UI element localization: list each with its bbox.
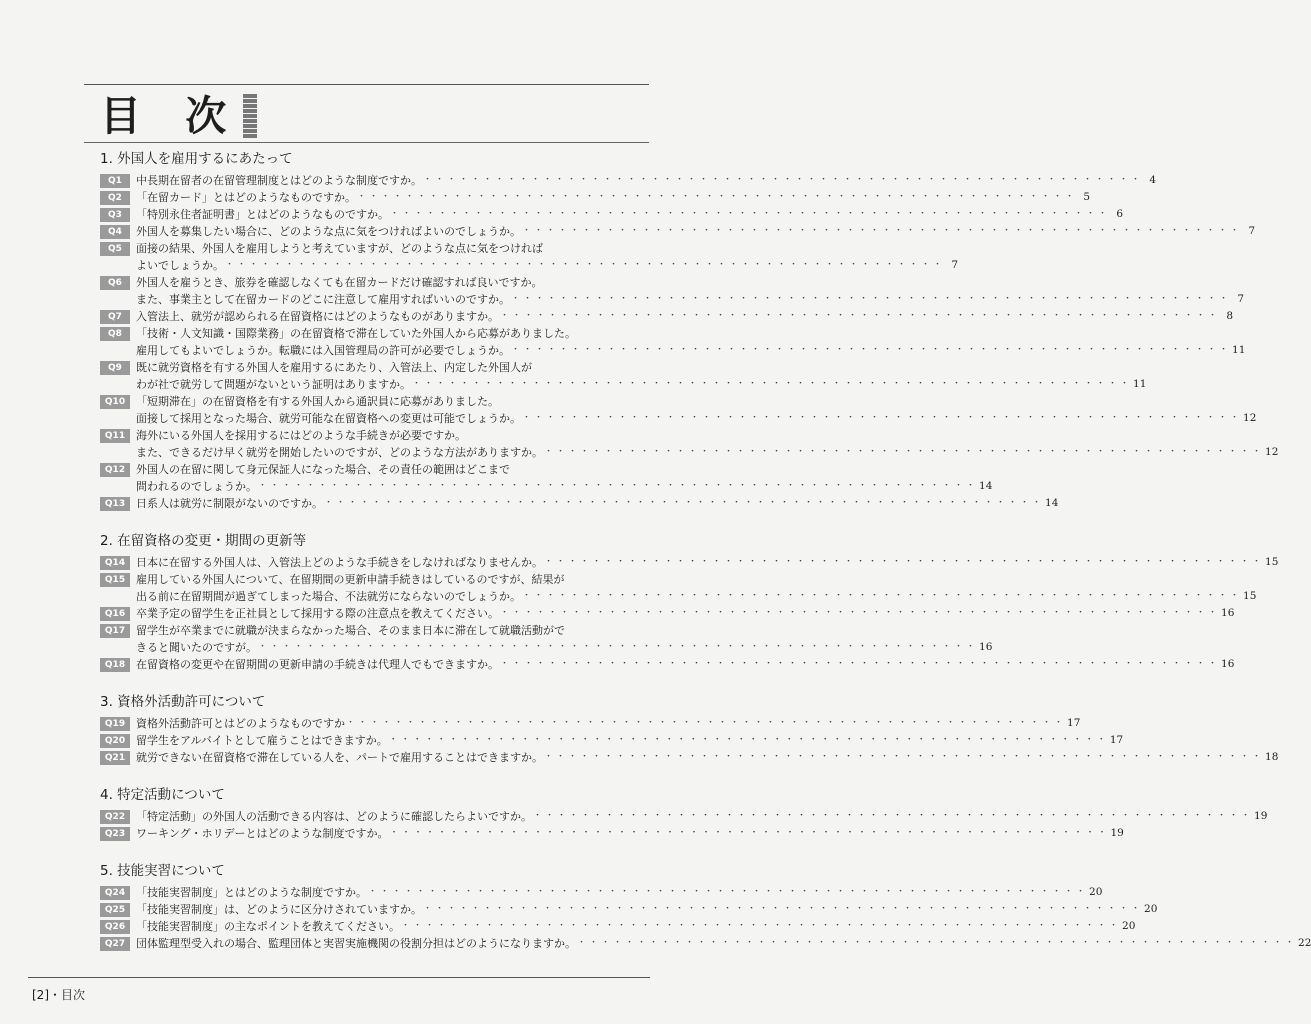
question-number-badge: Q7 [100,310,130,324]
toc-entry[interactable] [100,240,959,274]
toc-section [100,862,1311,952]
section-title: 5. 技能実習について [100,863,225,879]
leader-dots: ・・・・・・・・・・・・・・・・・・・・・・・・・・・・・・・・・・・・・・・・・・・・・・・・・・・・・・・・・・・・ [544,447,1265,457]
leader-dots: ・・・・・・・・・・・・・・・・・・・・・・・・・・・・・・・・・・・・・・・・・・・・・・・・・・・・・・・・・・・・ [511,294,1232,304]
question-text: 留学生が卒業までに就職が決まらなかった場合、そのまま日本に滞在して就職活動がで [136,624,565,637]
section-title: 2. 在留資格の変更・期間の更新等 [100,533,307,549]
question-text: 面接して採用となった場合、就労可能な在留資格への変更は可能でしょうか。 [136,412,521,425]
question-text: 「技能実習制度」とはどのような制度ですか。 [136,886,367,899]
toc-entry[interactable] [100,427,1279,461]
toc-entry[interactable] [100,308,1234,325]
title-rule [84,142,649,143]
page-footer: [2]・目次 [32,988,85,1002]
leader-dots: ・・・・・・・・・・・・・・・・・・・・・・・・・・・・・・・・・・・・・・・・・・・・・・・・・・・・・・・・・・・・ [324,498,1045,508]
toc-entry[interactable] [100,189,1091,206]
leader-dots: ・・・・・・・・・・・・・・・・・・・・・・・・・・・・・・・・・・・・・・・・・・・・・・・・・・・・・・・・・・・・ [423,175,1144,185]
toc-entry[interactable] [100,359,1147,393]
question-text: 団体監理型受入れの場合、監理団体と実習実施機関の役割分担はどのようになりますか。 [136,937,576,950]
toc-section [100,693,1279,766]
question-number-badge: Q15 [100,573,130,587]
toc-entry[interactable] [100,935,1311,952]
page-number: 17 [1109,734,1124,746]
question-text: 「短期滞在」の在留資格を有する外国人から通訳員に応募がありました。 [136,395,499,408]
toc-entry[interactable] [100,605,1235,622]
question-number-badge: Q13 [100,497,130,511]
page-number: 15 [1243,590,1257,602]
toc-entry[interactable] [100,172,1157,189]
toc-entry[interactable] [100,461,993,495]
page-number: 19 [1110,827,1124,839]
question-number-badge: Q4 [100,225,130,239]
question-number-badge: Q5 [100,242,130,256]
toc-entry[interactable] [100,206,1124,223]
leader-dots: ・・・・・・・・・・・・・・・・・・・・・・・・・・・・・・・・・・・・・・・・・・・・・・・・・・・・・・・・・・・・ [544,557,1265,567]
table-of-contents [100,150,1311,972]
leader-dots: ・・・・・・・・・・・・・・・・・・・・・・・・・・・・・・・・・・・・・・・・・・・・・・・・・・・・・・・・・・・・ [500,659,1221,669]
page-number: 16 [979,641,993,653]
leader-dots: ・・・・・・・・・・・・・・・・・・・・・・・・・・・・・・・・・・・・・・・・・・・・・・・・・・・・・・・・・・・・ [500,608,1221,618]
question-number-badge: Q21 [100,751,130,765]
question-number-badge: Q11 [100,429,130,443]
question-text: ワーキング・ホリデーとはどのような制度ですか。 [136,827,389,840]
question-text: 就労できない在留資格で滞在している人を、パートで雇用することはできますか。 [136,751,543,764]
question-number-badge: Q24 [100,886,130,900]
page-number: 8 [1226,310,1234,322]
question-number-badge: Q10 [100,395,130,409]
toc-entry[interactable] [100,622,993,656]
question-text: 卒業予定の留学生を正社員として採用する際の注意点を教えてください。 [136,607,499,620]
top-rule [84,84,649,85]
question-number-badge: Q1 [100,174,130,188]
question-text: 在留資格の変更や在留期間の更新申請の手続きは代理人でもできますか。 [136,658,499,671]
page-number: 5 [1083,191,1091,203]
question-text: 日系人は就労に制限がないのですか。 [136,497,323,510]
question-number-badge: Q14 [100,556,130,570]
leader-dots: ・・・・・・・・・・・・・・・・・・・・・・・・・・・・・・・・・・・・・・・・・・・・・・・・・・・・・・・・・・・・ [423,904,1144,914]
question-text: 出る前に在留期間が過ぎてしまった場合、不法就労にならないのでしょうか。 [136,590,521,603]
question-text: 「技術・人文知識・国際業務」の在留資格で滞在していた外国人から応募がありました。 [136,327,576,340]
leader-dots: ・・・・・・・・・・・・・・・・・・・・・・・・・・・・・・・・・・・・・・・・・・・・・・・・・・・・・・・・・・・・ [511,345,1232,355]
toc-entry[interactable] [100,884,1103,901]
leader-dots: ・・・・・・・・・・・・・・・・・・・・・・・・・・・・・・・・・・・・・・・・・・・・・・・・・・・・・・・・・・・・ [522,413,1243,423]
toc-entry[interactable] [100,825,1124,842]
leader-dots: ・・・・・・・・・・・・・・・・・・・・・・・・・・・・・・・・・・・・・・・・・・・・・・・・・・・・・・・・・・・・ [357,192,1078,202]
question-text: 「技能実習制度」の主なポイントを教えてください。 [136,920,400,933]
toc-entry[interactable] [100,901,1158,918]
question-text: 外国人を雇うとき、旅券を確認しなくても在留カードだけ確認すれば良いですか。 [136,276,543,289]
page-number: 18 [1265,751,1279,763]
question-text: 日本に在留する外国人は、入管法上どのような手続きをしなければなりませんか。 [136,556,543,569]
leader-dots: ・・・・・・・・・・・・・・・・・・・・・・・・・・・・・・・・・・・・・・・・・・・・・・・・・・・・・・・・・・・・ [412,379,1133,389]
toc-section [100,532,1279,673]
question-number-badge: Q26 [100,920,130,934]
question-text: 外国人の在留に関して身元保証人になった場合、その責任の範囲はどこまで [136,463,510,476]
toc-entry[interactable] [100,571,1257,605]
question-number-badge: Q19 [100,717,130,731]
question-text: わが社で就労して問題がないという証明はありますか。 [136,378,411,391]
leader-dots: ・・・・・・・・・・・・・・・・・・・・・・・・・・・・・・・・・・・・・・・・・・・・・・・・・・・・・・・・・・・・ [500,311,1221,321]
page-number: 7 [1237,293,1245,305]
toc-entry[interactable] [100,732,1124,749]
question-number-badge: Q20 [100,734,130,748]
question-number-badge: Q12 [100,463,130,477]
page-number: 15 [1265,556,1279,568]
leader-dots: ・・・・・・・・・・・・・・・・・・・・・・・・・・・・・・・・・・・・・・・・・・・・・・・・・・・・・・・・・・・・ [225,260,946,270]
question-text: 「技能実習制度」は、どのように区分けされていますか。 [136,903,422,916]
question-text: また、できるだけ早く就労を開始したいのですが、どのような方法がありますか。 [136,446,543,459]
question-number-badge: Q8 [100,327,130,341]
question-text: 面接の結果、外国人を雇用しようと考えていますが、どのような点に気をつければ [136,242,543,255]
question-text: 中長期在留者の在留管理制度とはどのような制度ですか。 [136,174,422,187]
leader-dots: ・・・・・・・・・・・・・・・・・・・・・・・・・・・・・・・・・・・・・・・・・・・・・・・・・・・・・・・・・・・・ [390,209,1111,219]
question-text: 雇用してもよいでしょうか。転職には入国管理局の許可が必要でしょうか。 [136,344,510,357]
question-text: 「在留カード」とはどのようなものですか。 [136,191,356,204]
title-decoration [243,94,257,138]
question-text: 外国人を募集したい場合に、どのような点に気をつければよいのでしょうか。 [136,225,521,238]
question-number-badge: Q18 [100,658,130,672]
question-text: 資格外活動許可とはどのようなものですか [136,717,345,730]
section-title: 1. 外国人を雇用するにあたって [100,151,293,167]
question-text: 雇用している外国人について、在留期間の更新申請手続きはしているのですが、結果が [136,573,565,586]
page-number: 12 [1243,412,1257,424]
page-number: 17 [1067,717,1081,729]
page-number: 11 [1133,378,1147,390]
toc-section [100,150,1279,512]
toc-entry[interactable] [100,554,1279,571]
toc-entry[interactable] [100,918,1136,935]
leader-dots: ・・・・・・・・・・・・・・・・・・・・・・・・・・・・・・・・・・・・・・・・・・・・・・・・・・・・・・・・・・・・ [388,735,1109,745]
question-number-badge: Q3 [100,208,130,222]
question-number-badge: Q22 [100,810,130,824]
toc-entry[interactable] [100,749,1279,766]
section-title: 3. 資格外活動許可について [100,694,266,710]
toc-entry[interactable] [100,656,1235,673]
toc-entry[interactable] [100,715,1081,732]
leader-dots: ・・・・・・・・・・・・・・・・・・・・・・・・・・・・・・・・・・・・・・・・・・・・・・・・・・・・・・・・・・・・ [401,921,1122,931]
page-number: 16 [1221,658,1235,670]
leader-dots: ・・・・・・・・・・・・・・・・・・・・・・・・・・・・・・・・・・・・・・・・・・・・・・・・・・・・・・・・・・・・ [389,828,1110,838]
page-title: 目 次 [100,92,242,140]
question-number-badge: Q23 [100,827,130,841]
leader-dots: ・・・・・・・・・・・・・・・・・・・・・・・・・・・・・・・・・・・・・・・・・・・・・・・・・・・・・・・・・・・・ [544,752,1265,762]
question-text: 海外にいる外国人を採用するにはどのような手続きが必要ですか。 [136,429,466,442]
toc-entry[interactable] [100,393,1257,427]
toc-section [100,786,1268,842]
leader-dots: ・・・・・・・・・・・・・・・・・・・・・・・・・・・・・・・・・・・・・・・・・・・・・・・・・・・・・・・・・・・・ [522,226,1243,236]
question-number-badge: Q6 [100,276,130,290]
question-number-badge: Q27 [100,937,130,951]
page-number: 14 [1045,497,1059,509]
page-number: 16 [1221,607,1235,619]
leader-dots: ・・・・・・・・・・・・・・・・・・・・・・・・・・・・・・・・・・・・・・・・・・・・・・・・・・・・・・・・・・・・ [577,938,1298,948]
page-number: 7 [951,259,959,271]
leader-dots: ・・・・・・・・・・・・・・・・・・・・・・・・・・・・・・・・・・・・・・・・・・・・・・・・・・・・・・・・・・・・ [346,718,1067,728]
question-text: 留学生をアルバイトとして雇うことはできますか。 [136,734,388,747]
title-block [100,92,257,140]
page-number: 20 [1089,886,1103,898]
question-number-badge: Q9 [100,361,130,375]
leader-dots: ・・・・・・・・・・・・・・・・・・・・・・・・・・・・・・・・・・・・・・・・・・・・・・・・・・・・・・・・・・・・ [258,481,979,491]
page-number: 20 [1144,903,1158,915]
toc-entry[interactable] [100,325,1246,359]
question-text: 既に就労資格を有する外国人を雇用するにあたり、入管法上、内定した外国人が [136,361,532,374]
question-number-badge: Q2 [100,191,130,205]
leader-dots: ・・・・・・・・・・・・・・・・・・・・・・・・・・・・・・・・・・・・・・・・・・・・・・・・・・・・・・・・・・・・ [258,642,979,652]
leader-dots: ・・・・・・・・・・・・・・・・・・・・・・・・・・・・・・・・・・・・・・・・・・・・・・・・・・・・・・・・・・・・ [368,887,1089,897]
page-number: 22 [1298,937,1311,949]
question-text: 入管法上、就労が認められる在留資格にはどのようなものがありますか。 [136,310,499,323]
section-title: 4. 特定活動について [100,787,225,803]
question-text: 問われるのでしょうか。 [136,480,257,493]
question-number-badge: Q17 [100,624,130,638]
question-text: 「特別永住者証明書」とはどのようなものですか。 [136,208,389,221]
toc-entry[interactable] [100,495,1059,512]
page-number: 19 [1254,810,1268,822]
question-text: きると聞いたのですが。 [136,641,257,654]
page-number: 6 [1116,208,1124,220]
page-number: 14 [979,480,993,492]
question-text: よいでしょうか。 [136,259,224,272]
question-number-badge: Q16 [100,607,130,621]
question-text: また、事業主として在留カードのどこに注意して雇用すればいいのですか。 [136,293,510,306]
question-text: 「特定活動」の外国人の活動できる内容は、どのように確認したらよいですか。 [136,810,532,823]
leader-dots: ・・・・・・・・・・・・・・・・・・・・・・・・・・・・・・・・・・・・・・・・・・・・・・・・・・・・・・・・・・・・ [522,591,1243,601]
toc-entry[interactable] [100,223,1256,240]
question-number-badge: Q25 [100,903,130,917]
page-number: 11 [1232,344,1246,356]
toc-entry[interactable] [100,274,1245,308]
toc-entry[interactable] [100,808,1268,825]
footer-rule [28,977,650,978]
leader-dots: ・・・・・・・・・・・・・・・・・・・・・・・・・・・・・・・・・・・・・・・・・・・・・・・・・・・・・・・・・・・・ [533,811,1254,821]
page-number: 20 [1122,920,1136,932]
page-number: 4 [1149,174,1157,186]
page-number: 7 [1248,225,1256,237]
page-number: 12 [1265,446,1279,458]
